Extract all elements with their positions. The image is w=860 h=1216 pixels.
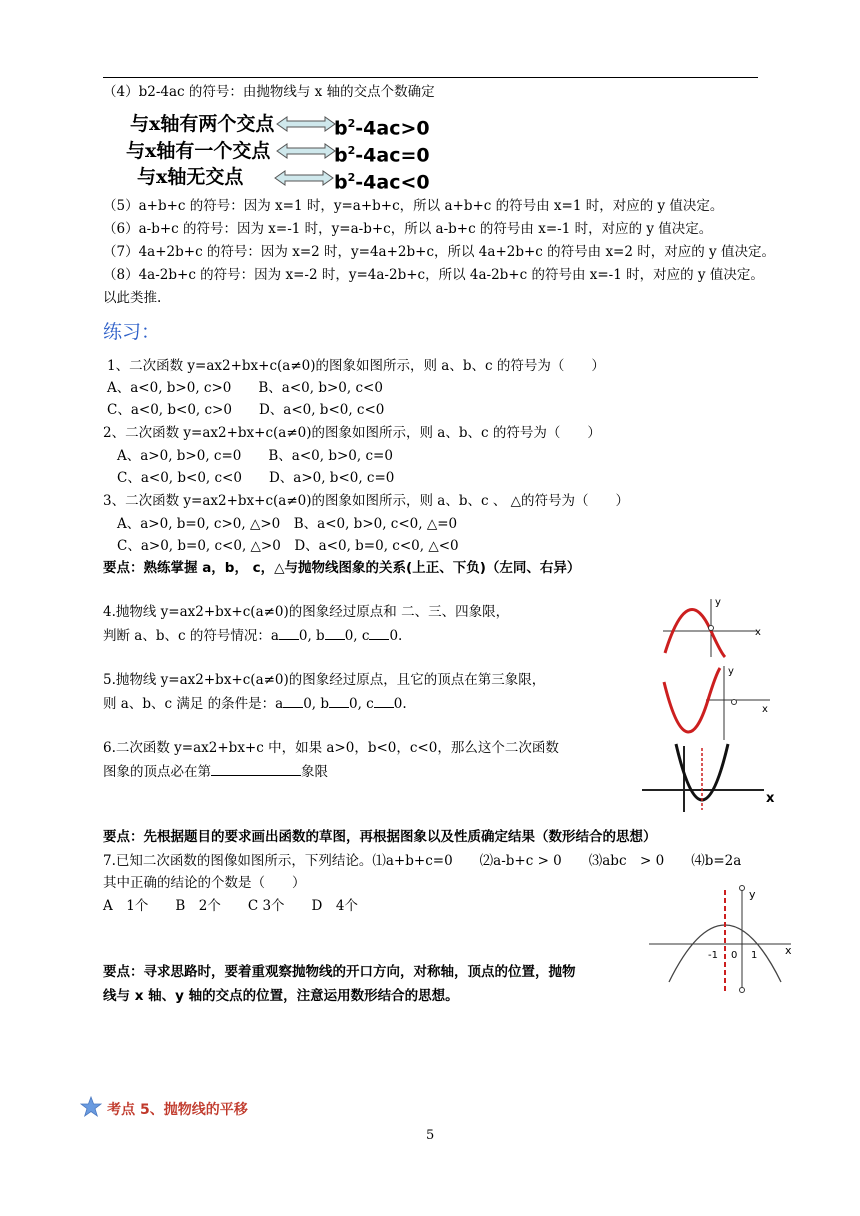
- q3-stem: 3、二次函数 y=ax2+bx+c(a≠0)的图象如图所示，则 a、b、c 、 △的符号为（ ）: [103, 493, 629, 509]
- relation-condition: 与x轴有两个交点: [130, 113, 275, 135]
- q7-options: A 1个 B 2个 C 3个 D 4个: [103, 898, 358, 914]
- q1-stem: 1、二次函数 y=ax2+bx+c(a≠0)的图象如图所示，则 a、b、c 的符号为（ ）: [107, 358, 605, 374]
- q5-sep: 0, b: [303, 696, 330, 712]
- q4-line2: [103, 625, 402, 646]
- answer-blank[interactable]: [374, 693, 394, 708]
- q4-sep: 0, b: [298, 628, 325, 644]
- q2-stem: 2、二次函数 y=ax2+bx+c(a≠0)的图象如图所示，则 a、b、c 的符号为（ ）: [103, 425, 601, 441]
- y-axis-label: y: [728, 666, 734, 677]
- tick-label-1: 1: [751, 950, 758, 961]
- key-point-2: 要点：先根据题目的要求画出函数的草图，再根据图象以及性质确定结果（数形结合的思想）: [103, 829, 657, 845]
- q1-options-cd: C、a<0, b<0, c>0 D、a<0, b<0, c<0: [107, 402, 385, 418]
- x-axis-label: x: [766, 791, 775, 806]
- q4-line1: 4.抛物线 y=ax2+bx+c(a≠0)的图象经过原点和 二、三、四象限，: [103, 604, 510, 620]
- q5-graph-figure: [658, 662, 773, 742]
- q5-prompt: 则 a、b、c 满足 的条件是：a: [103, 696, 284, 712]
- q3-options-cd: C、a>0, b=0, c<0, △>0 D、a<0, b=0, c<0, △<0: [117, 538, 459, 554]
- discriminant-positive: $b^2-4ac>0$: [334, 117, 430, 140]
- answer-blank[interactable]: [211, 761, 301, 776]
- q5-line1: 5.抛物线 y=ax2+bx+c(a≠0)的图象经过原点，且它的顶点在第三象限，: [103, 672, 546, 688]
- q1-options-ab: A、a<0, b>0, c>0 B、a<0, b>0, c<0: [107, 380, 383, 396]
- q6-prompt: 图象的顶点必在第: [103, 764, 211, 780]
- answer-blank[interactable]: [325, 625, 345, 640]
- item-5-line: （5）a+b+c 的符号：因为 x=1 时，y=a+b+c，所以 a+b+c 的符号由 x=1 时，对应的 y 值决定。: [103, 198, 724, 214]
- x-axis-label: x: [762, 704, 768, 715]
- y-axis-label: y: [749, 888, 756, 901]
- q6-line2: [103, 761, 328, 782]
- topic-heading: [80, 1096, 248, 1123]
- q4-sep: 0, c: [344, 628, 370, 644]
- disc-relation: -4ac>0: [355, 117, 430, 140]
- relation-one-point: [126, 139, 271, 163]
- double-arrow-icon: [274, 170, 334, 186]
- header-rule: [103, 77, 758, 78]
- q6-graph-figure: [640, 738, 780, 813]
- q4-prompt: 判断 a、b、c 的符号情况：a: [103, 628, 279, 644]
- section-title: 练习：: [103, 321, 161, 343]
- y-axis-label: y: [715, 597, 721, 608]
- disc-b: b: [334, 171, 348, 194]
- disc-relation: -4ac=0: [355, 144, 430, 167]
- item-8-line: （8）4a-2b+c 的符号：因为 x=-2 时，y=4a-2b+c，所以 4a-2b+c 的符号由 x=-1 时，对应的 y 值决定。: [103, 267, 764, 283]
- key-point-1: 要点：熟练掌握 a，b， c，△与抛物线图象的关系(上正、下负)（左同、右异）: [103, 560, 581, 576]
- x-axis-label: x: [755, 627, 761, 638]
- x-axis-label: x: [785, 944, 792, 957]
- q5-line2: [103, 693, 407, 714]
- q4-graph-figure: [655, 595, 765, 659]
- discriminant-negative: $b^2-4ac<0$: [334, 171, 430, 194]
- q2-options-ab: A、a>0, b>0, c=0 B、a<0, b>0, c=0: [117, 448, 393, 464]
- q5-sep: 0.: [393, 696, 407, 712]
- item-6-line: （6）a-b+c 的符号：因为 x=-1 时，y=a-b+c，所以 a-b+c 的符号由 x=-1 时，对应的 y 值决定。: [103, 221, 713, 237]
- disc-b: b: [334, 117, 348, 140]
- q5-sep: 0, c: [349, 696, 374, 712]
- double-arrow-icon: [276, 116, 336, 132]
- double-arrow-icon: [276, 143, 336, 159]
- answer-blank[interactable]: [369, 625, 389, 640]
- q3-options-ab: A、a>0, b=0, c>0, △>0 B、a<0, b>0, c<0, △=0: [117, 516, 458, 532]
- answer-blank[interactable]: [279, 625, 299, 640]
- answer-blank[interactable]: [283, 693, 303, 708]
- answer-blank[interactable]: [329, 693, 349, 708]
- star-icon: [80, 1096, 102, 1118]
- q7-line2: 其中正确的结论的个数是（ ）: [103, 875, 306, 891]
- q7-graph-figure: [645, 882, 795, 994]
- relation-condition: 与x轴无交点: [137, 166, 244, 188]
- origin-label: 0: [731, 950, 738, 961]
- q2-options-cd: C、a<0, b<0, c<0 D、a>0, b<0, c=0: [117, 470, 395, 486]
- discriminant-zero: $b^2-4ac=0$: [334, 144, 430, 167]
- disc-relation: -4ac<0: [355, 171, 430, 194]
- tick-label-neg1: -1: [708, 950, 718, 961]
- page-number: 5: [426, 1128, 435, 1143]
- relation-condition: 与x轴有一个交点: [126, 140, 271, 162]
- relation-no-point: [137, 165, 282, 189]
- item-7-line: （7）4a+2b+c 的符号：因为 x=2 时，y=4a+2b+c，所以 4a+2b+c 的符号由 x=2 时，对应的 y 值决定。: [103, 244, 775, 260]
- item-4-line: （4）b2-4ac 的符号：由抛物线与 x 轴的交点个数确定: [103, 84, 435, 100]
- q6-line1: 6.二次函数 y=ax2+bx+c 中，如果 a>0，b<0，c<0，那么这个二次函数: [103, 740, 559, 756]
- key-point-3-line1: 要点：寻求思路时，要着重观察抛物线的开口方向，对称轴，顶点的位置，抛物: [103, 964, 576, 980]
- q7-stem: 7.已知二次函数的图像如图所示，下列结论。⑴a+b+c=0 ⑵a-b+c > 0 ⑶abc > 0 ⑷b=2a: [103, 853, 742, 869]
- key-point-3-line2: 线与 x 轴、y 轴的交点的位置，注意运用数形结合的思想。: [103, 988, 459, 1004]
- topic-heading-text: 考点 5、抛物线的平移: [107, 1102, 248, 1118]
- disc-b: b: [334, 144, 348, 167]
- item-9-line: 以此类推.: [103, 290, 162, 306]
- q4-sep: 0.: [389, 628, 403, 644]
- relation-two-points: [130, 112, 275, 136]
- q6-suffix: 象限: [301, 764, 328, 780]
